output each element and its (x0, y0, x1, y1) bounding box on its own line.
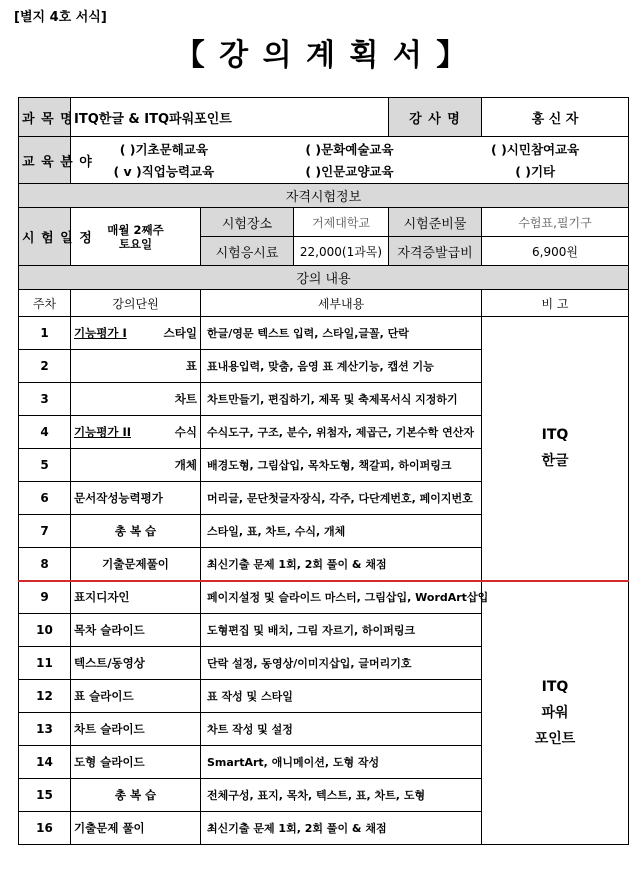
week-number: 16 (19, 812, 71, 845)
unit-cell: 총 복 습 (71, 515, 201, 548)
detail-cell: SmartArt, 애니메이션, 도형 작성 (201, 746, 482, 779)
unit-cell: 표 슬라이드 (71, 680, 201, 713)
unit-cell: 도형 슬라이드 (71, 746, 201, 779)
remark-line: ITQ (541, 427, 569, 444)
detail-cell: 최신기출 문제 1회, 2회 풀이 & 채점 (201, 548, 482, 581)
unit-label: 표 (185, 359, 197, 373)
detail-cell: 배경도형, 그림삽입, 목차도형, 책갈피, 하이퍼링크 (201, 449, 482, 482)
week-number: 15 (19, 779, 71, 812)
unit-cell (71, 383, 201, 416)
remark-line: 포인트 (534, 730, 576, 747)
unit-cell: 기출문제풀이 (71, 548, 201, 581)
category-option: ( )기타 (515, 164, 556, 179)
week-number: 5 (19, 449, 71, 482)
detail-cell: 단락 설정, 동영상/이미지삽입, 글머리기호 (201, 647, 482, 680)
category-option: ( )문화예술교육 (305, 142, 394, 157)
detail-cell: 차트 작성 및 설정 (201, 713, 482, 746)
week-number: 11 (19, 647, 71, 680)
detail-cell: 전체구성, 표지, 목차, 텍스트, 표, 차트, 도형 (201, 779, 482, 812)
category-option: ( )인문교양교육 (305, 164, 394, 179)
unit-cell: 차트 슬라이드 (71, 713, 201, 746)
form-label: [별지 4호 서식] (14, 10, 107, 25)
week-number: 13 (19, 713, 71, 746)
prep-label: 시험준비물 (389, 208, 482, 237)
cert-fee-label: 자격증발급비 (389, 237, 482, 266)
week-number: 3 (19, 383, 71, 416)
detail-cell: 머리글, 문단첫글자장식, 각주, 다단계번호, 페이지번호 (201, 482, 482, 515)
unit-label: 차트 (174, 392, 197, 406)
detail-cell: 표 작성 및 스타일 (201, 680, 482, 713)
week-number: 7 (19, 515, 71, 548)
category-label: 교 육 분 야 (19, 137, 71, 184)
unit-cell (71, 350, 201, 383)
fee-label: 시험응시료 (201, 237, 294, 266)
week-number: 14 (19, 746, 71, 779)
remark-itq-hangul (482, 317, 629, 581)
detail-cell: 수식도구, 구조, 분수, 위첨자, 제곱근, 기본수학 연산자 (201, 416, 482, 449)
category-option: ( )시민참여교육 (491, 142, 580, 157)
subject-value: ITQ한글 & ITQ파워포인트 (71, 98, 389, 137)
page-title: 【 강 의 계 획 서 】 (174, 38, 469, 73)
lecture-section-title: 강의 내용 (19, 266, 629, 290)
category-option: ( v )직업능력교육 (113, 164, 215, 179)
week-number: 4 (19, 416, 71, 449)
schedule-label: 시 험 일 정 (19, 208, 71, 266)
schedule-line1: 매월 2째주 (107, 222, 164, 237)
unit-cell: 목차 슬라이드 (71, 614, 201, 647)
detail-cell: 페이지설정 및 슬라이드 마스터, 그림삽입, WordArt삽입 (201, 581, 482, 614)
unit-label: 스타일 (163, 326, 197, 340)
cert-fee-value: 6,900원 (482, 237, 629, 266)
unit-cell: 표지디자인 (71, 581, 201, 614)
prep-value: 수험표,필기구 (482, 208, 629, 237)
unit-cell: 텍스트/동영상 (71, 647, 201, 680)
detail-cell: 스타일, 표, 차트, 수식, 개체 (201, 515, 482, 548)
fee-value: 22,000(1과목) (294, 237, 389, 266)
unit-group-label: 기능평가 I (74, 326, 127, 340)
week-number: 9 (19, 581, 71, 614)
lecture-plan-table (18, 97, 629, 845)
category-option: ( )기초문해교육 (119, 142, 208, 157)
col-week: 주차 (19, 290, 71, 317)
remark-line: 파워 (541, 704, 569, 721)
subject-label: 과 목 명 (19, 98, 71, 137)
venue-label: 시험장소 (201, 208, 294, 237)
unit-cell: 문서작성능력평가 (71, 482, 201, 515)
detail-cell: 최신기출 문제 1회, 2회 풀이 & 채점 (201, 812, 482, 845)
schedule-line2: 토요일 (118, 236, 153, 251)
remark-itq-powerpoint (482, 581, 629, 845)
unit-cell: 총 복 습 (71, 779, 201, 812)
week-number: 12 (19, 680, 71, 713)
unit-cell (71, 416, 201, 449)
unit-label: 개체 (174, 458, 197, 472)
week-number: 1 (19, 317, 71, 350)
unit-group-label: 기능평가 II (74, 425, 131, 439)
unit-cell: 기출문제 풀이 (71, 812, 201, 845)
detail-cell: 표내용입력, 맞춤, 음영 표 계산기능, 캡션 기능 (201, 350, 482, 383)
venue-value: 거제대학교 (294, 208, 389, 237)
detail-cell: 도형편집 및 배치, 그림 자르기, 하이퍼링크 (201, 614, 482, 647)
remark-line: ITQ (541, 678, 569, 695)
instructor-label: 강 사 명 (389, 98, 482, 137)
col-remark: 비 고 (482, 290, 629, 317)
week-number: 2 (19, 350, 71, 383)
week-number: 6 (19, 482, 71, 515)
unit-cell (71, 449, 201, 482)
remark-line: 한글 (541, 453, 569, 470)
col-detail: 세부내용 (201, 290, 482, 317)
week-number: 8 (19, 548, 71, 581)
detail-cell: 차트만들기, 편집하기, 제목 및 축제목서식 지정하기 (201, 383, 482, 416)
col-unit: 강의단원 (71, 290, 201, 317)
instructor-value: 홍 신 자 (482, 98, 629, 137)
exam-section-title: 자격시험정보 (19, 184, 629, 208)
unit-label: 수식 (174, 425, 197, 439)
detail-cell: 한글/영문 텍스트 입력, 스타일,글꼴, 단락 (201, 317, 482, 350)
category-options (71, 137, 629, 184)
unit-cell (71, 317, 201, 350)
week-number: 10 (19, 614, 71, 647)
